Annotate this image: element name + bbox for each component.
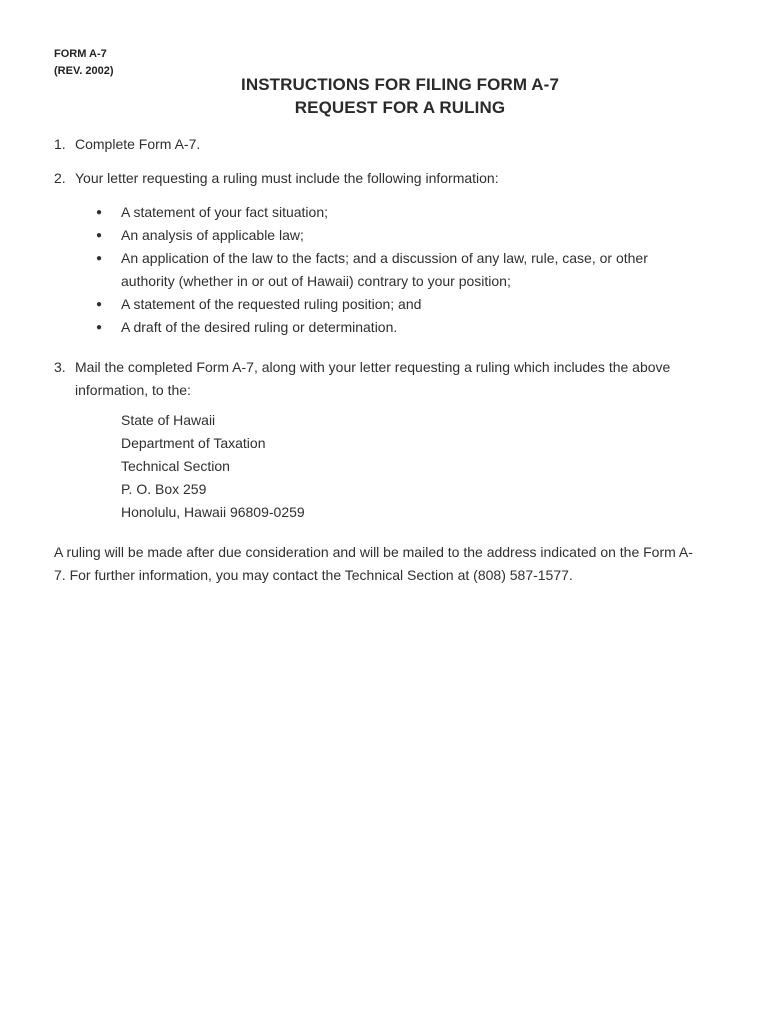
step-number: 1. [54, 136, 66, 152]
list-item [96, 224, 676, 247]
bullet-icon: ● [96, 230, 103, 241]
list-item [96, 293, 676, 316]
list-item-text: An application of the law to the facts; and a discussion of any law, rule, case, or other authority (whether in or out of Hawaii) contrary to your position; [121, 250, 648, 289]
list-item [96, 201, 676, 224]
required-information-list [96, 201, 676, 339]
bullet-icon: ● [96, 253, 103, 264]
title-line-1: INSTRUCTIONS FOR FILING FORM A-7 [241, 75, 559, 94]
list-item-text: A statement of your fact situation; [121, 204, 328, 220]
closing-paragraph: A ruling will be made after due consideration and will be mailed to the address indicated on the Form A-7. For further information, you may contact the Technical Section at (808) 587-1577. [54, 544, 693, 583]
mailing-address [121, 409, 305, 524]
address-line: Technical Section [121, 458, 230, 474]
address-line: Honolulu, Hawaii 96809-0259 [121, 504, 305, 520]
step-text: Mail the completed Form A-7, along with your letter requesting a ruling which includes the above information, to the: [75, 359, 671, 398]
page-title [0, 73, 770, 119]
address-line: State of Hawaii [121, 412, 216, 428]
title-line-2: REQUEST FOR A RULING [294, 98, 506, 117]
list-item [96, 247, 676, 293]
bullet-icon: ● [96, 322, 103, 333]
list-item-text: An analysis of applicable law; [121, 227, 304, 243]
step-text: Complete Form A-7. [75, 136, 201, 152]
bullet-icon: ● [96, 299, 103, 310]
list-item-text: A statement of the requested ruling position; and [121, 296, 422, 312]
bullet-icon: ● [96, 207, 103, 218]
step-number: 2. [54, 170, 66, 186]
form-number: FORM A-7 [54, 48, 107, 60]
address-line: Department of Taxation [121, 435, 266, 451]
step-text: Your letter requesting a ruling must include the following information: [75, 170, 499, 186]
step-number: 3. [54, 359, 66, 375]
list-item-text: A draft of the desired ruling or determination. [121, 319, 398, 335]
address-line: P. O. Box 259 [121, 481, 207, 497]
list-item [96, 316, 676, 339]
form-revision: (REV. 2002) [54, 65, 114, 77]
